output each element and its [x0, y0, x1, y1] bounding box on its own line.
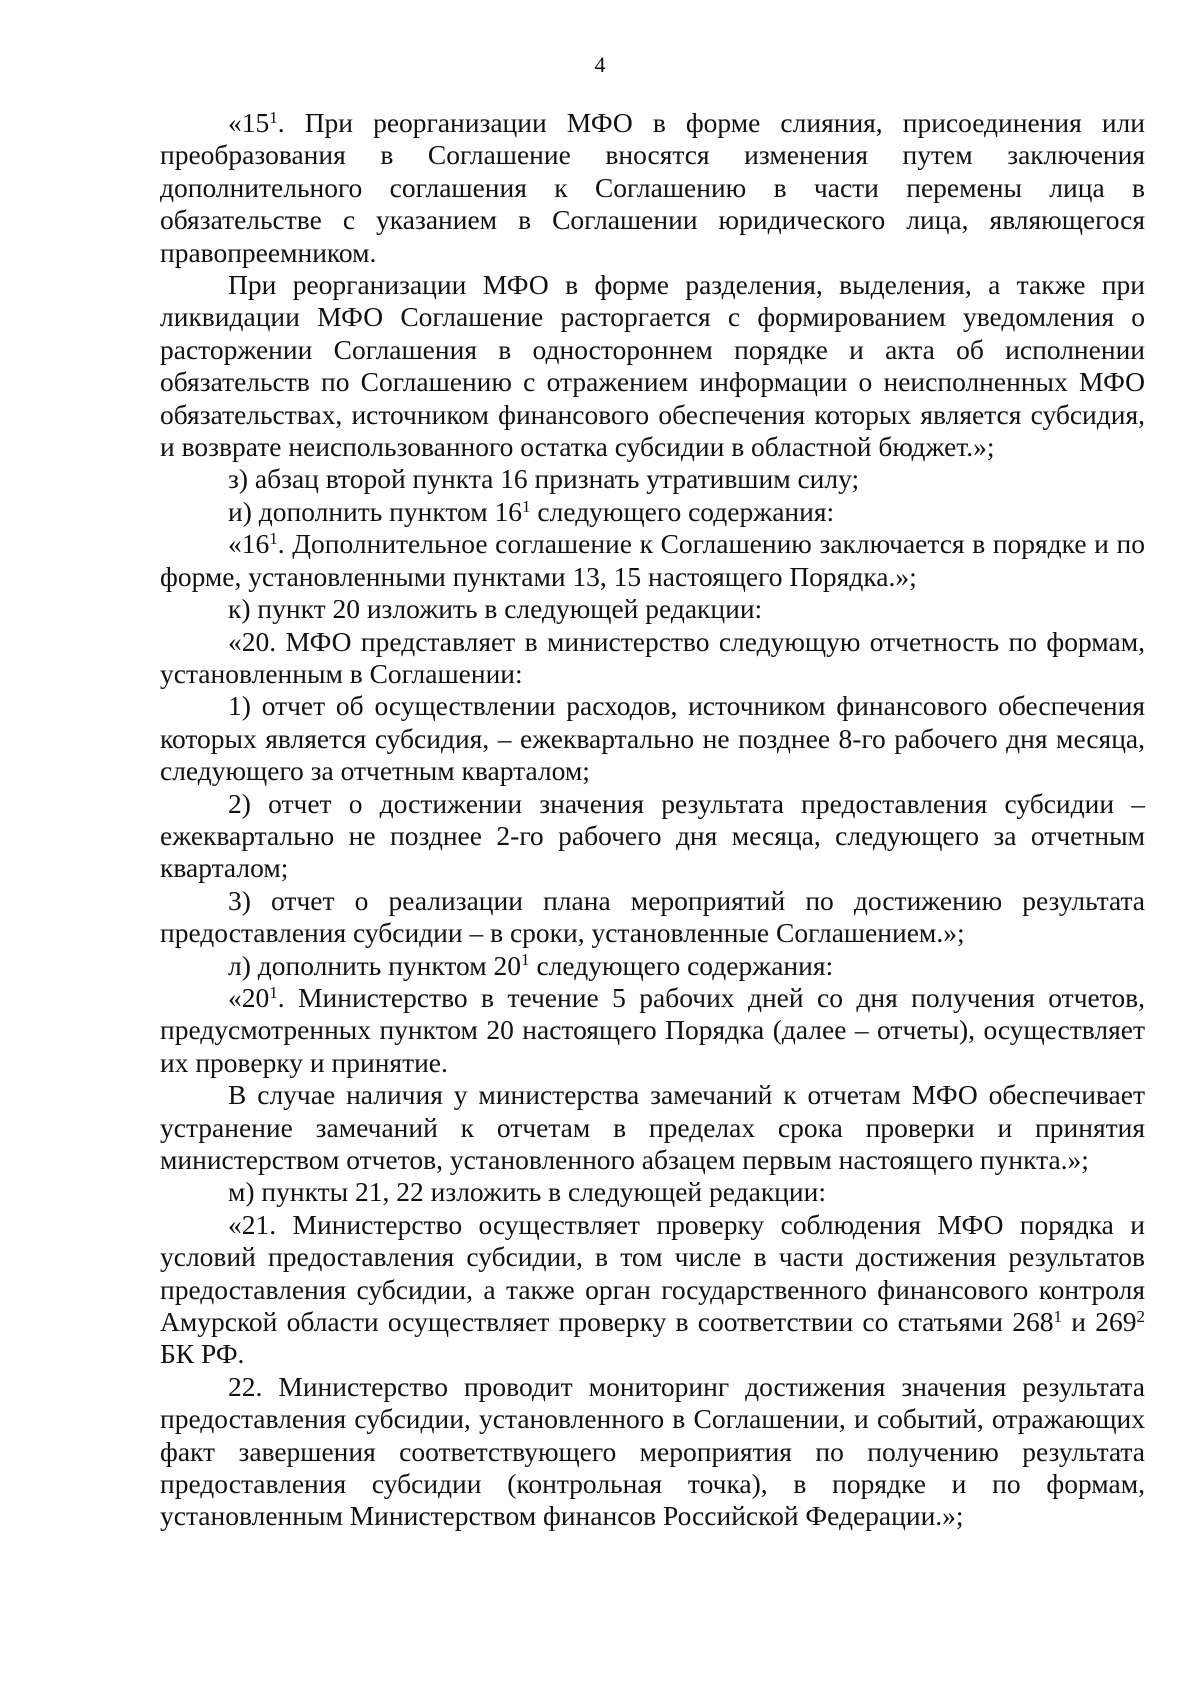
paragraph-text: «16: [228, 528, 270, 560]
paragraph-text: БК РФ.: [160, 1338, 245, 1370]
paragraph-item-l: [160, 950, 1145, 982]
page-number: 4: [594, 52, 606, 77]
paragraph-20: «20. МФО представляет в министерство следующую отчетность по формам, установленным в Соглашении:: [160, 625, 1145, 689]
paragraph-text: «20: [228, 981, 270, 1013]
paragraph-20-sub-1: 1) отчет об осуществлении расходов, источником финансового обеспечения которых является субсидия, – ежеквартально не позднее 8-го рабочего дня месяца, следующего за отчетным кварталом;: [160, 690, 1145, 787]
paragraph-item-i: [160, 496, 1145, 528]
document-body: [160, 107, 1145, 1533]
paragraph-21: [160, 1209, 1145, 1371]
paragraph-text: «21. Министерство осуществляет проверку соблюдения МФО порядка и условий предоставления субсидии, в том числе в части достижения результатов предоставления субсидии, а также орган государственного финансового контроля Амурской области осуществляет проверку в соответствии со статьями 268: [160, 1208, 1145, 1338]
superscript: 1: [521, 950, 530, 970]
superscript: 1: [269, 107, 278, 127]
paragraph-text: . Министерство в течение 5 рабочих дней со дня получения отчетов, предусмотренных пунктом 20 настоящего Порядка (далее – отчеты), осуществляет их проверку и принятие.: [160, 981, 1145, 1078]
superscript: 2: [1136, 1306, 1145, 1326]
paragraph-item-k: к) пункт 20 изложить в следующей редакции:: [228, 593, 763, 625]
superscript: 1: [269, 982, 278, 1002]
paragraph-20-sub-3: 3) отчет о реализации плана мероприятий по достижению результата предоставления субсидии – в сроки, установленные Соглашением.»;: [160, 884, 1145, 949]
paragraph-text: следующего содержания:: [529, 949, 834, 981]
paragraph-reorganization-division: При реорганизации МФО в форме разделения, выделения, а также при ликвидации МФО Соглашение расторгается с формированием уведомления о расторжении Соглашения в одностороннем порядке и акта об исполнении обязательств по Соглашению с отражением информации о неисполненных МФО обязательствах, источником финансового обеспечения которых является субсидия, и возврате неиспользованного остатка субсидии в областной бюджет.»;: [160, 269, 1145, 463]
paragraph-22: 22. Министерство проводит мониторинг достижения значения результата предоставления субсидии, установленного в Соглашении, и событий, отражающих факт завершения соответствующего мероприятия по получению результата предоставления субсидии (контрольная точка), в порядке и по формам, установленным Министерством финансов Российской Федерации.»;: [160, 1370, 1145, 1532]
paragraph-text: следующего содержания:: [530, 495, 835, 527]
paragraph-16-1: [160, 528, 1145, 593]
paragraph-item-m: м) пункты 21, 22 изложить в следующей редакции:: [228, 1176, 826, 1208]
superscript: 1: [522, 496, 531, 516]
paragraph-text: . Дополнительное соглашение к Соглашению заключается в порядке и по форме, установленными пунктами 13, 15 настоящего Порядка.»;: [160, 528, 1145, 592]
paragraph-text: «15: [228, 107, 270, 138]
paragraph-20-1: [160, 982, 1145, 1079]
paragraph-item-z: з) абзац второй пункта 16 признать утратившим силу;: [228, 463, 860, 495]
paragraph-text: и 269: [1062, 1306, 1137, 1338]
paragraph-text: . При реорганизации МФО в форме слияния, присоединения или преобразования в Соглашение вносятся изменения путем заключения дополнительного соглашения к Соглашению в части перемены лица в обязательстве с указанием в Соглашении юридического лица, являющегося правопреемником.: [160, 107, 1145, 268]
paragraph-text: и) дополнить пунктом 16: [228, 495, 523, 527]
paragraph-15-1: [160, 107, 1145, 269]
paragraph-text: л) дополнить пунктом 20: [228, 949, 522, 981]
paragraph-remarks: В случае наличия у министерства замечаний к отчетам МФО обеспечивает устранение замечаний к отчетам в пределах срока проверки и принятия министерством отчетов, установленного абзацем первым настоящего пункта.»;: [160, 1079, 1145, 1175]
superscript: 1: [269, 528, 278, 548]
superscript: 1: [1053, 1306, 1063, 1326]
paragraph-20-sub-2: 2) отчет о достижении значения результата предоставления субсидии – ежеквартально не позднее 2-го рабочего дня месяца, следующего за отчетным кварталом;: [160, 787, 1145, 884]
